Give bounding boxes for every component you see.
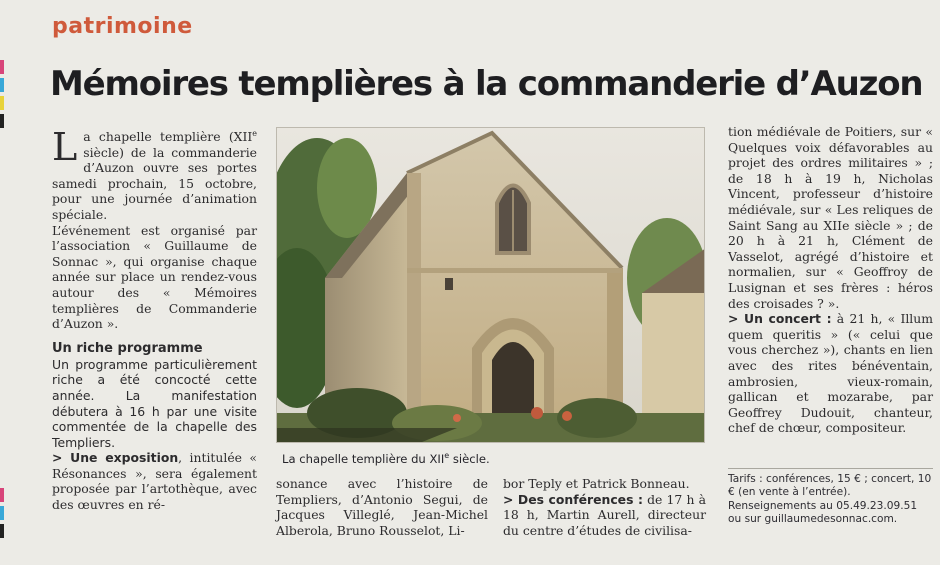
conferences-paragraph: > Des conférences : de 17 h à 18 h, Martin Aurell, directeur du centre d’études de civilisa- bbox=[503, 491, 706, 538]
artists-continued: bor Teply et Patrick Bonneau. bbox=[503, 476, 690, 491]
exhibition-continued: sonance avec l’histoire de Templiers, d’Antonio Segui, de Jacques Villeglé, Jean-Michel Alberola, Bruno Rousselot, Li- bbox=[276, 476, 488, 538]
practical-info-box bbox=[728, 468, 933, 527]
article-column-3 bbox=[503, 476, 706, 538]
print-registration-marks-bottom bbox=[0, 488, 4, 542]
section-rubric: patrimoine bbox=[52, 14, 193, 39]
contact-text: Renseignements au 05.49.23.09.51 ou sur guillaumedesonnac.com. bbox=[728, 499, 918, 526]
intro-paragraph: La chapelle templière (XIIe siècle) de la commanderie d’Auzon ouvre ses portes samedi prochain, 15 octobre, pour une journée d’animation spéciale. bbox=[52, 125, 257, 222]
organizer-paragraph: L’événement est organisé par l’association « Guillaume de Sonnac », qui organise chaque année sur place un rendez-vous autour des « Mémoires templières de Commanderie d’Auzon ». bbox=[52, 222, 257, 332]
conferences-continued: tion médiévale de Poitiers, sur « Quelques voix défavorables au projet des ordres militaires » ; de 18 h à 19 h, Nicholas Vincent, professeur d’histoire médiévale, sur « Les reliques de Saint Sang au XIIe siècle » ; de 20 h à 21 h, Clément de Vasselot, agrégé d’histoire et normalien, sur « Geoffroy de Lusignan et ses frères : héros des croisades ? ». bbox=[728, 124, 933, 311]
prices-text: Tarifs : conférences, 15 € ; concert, 10 € (en vente à l’entrée). bbox=[728, 473, 932, 499]
print-registration-marks-top bbox=[0, 60, 4, 132]
exhibition-paragraph: > Une exposition, intitulée « Résonances », sera également proposée par l’artothèque, avec des œuvres en ré- bbox=[52, 450, 258, 513]
programme-paragraph: Un programme particulièrement riche a été concocté cette année. La manifestation débutera à 16 h par une visite commentée de la chapelle des Templiers. bbox=[52, 356, 257, 450]
photo-caption: La chapelle templière du XIIe siècle. bbox=[282, 451, 490, 466]
article-column-1 bbox=[52, 125, 258, 513]
chapel-photo bbox=[276, 127, 705, 443]
article-headline: Mémoires templières à la commanderie d’Auzon bbox=[50, 64, 923, 104]
article-column-4 bbox=[728, 124, 933, 436]
article-column-2 bbox=[276, 476, 488, 538]
chapel-illustration bbox=[277, 128, 705, 443]
drop-cap: L bbox=[52, 125, 78, 169]
subheading: Un riche programme bbox=[52, 340, 203, 356]
concert-paragraph: > Un concert : à 21 h, « Illum quem queritis » (« celui que vous cherchez »), chants en lien avec des rites bénéventain, ambrosien, vieux-romain, gallican et mozarabe, par Geoffrey Dudouit, chanteur, chef de chœur, compositeur. bbox=[728, 311, 934, 436]
